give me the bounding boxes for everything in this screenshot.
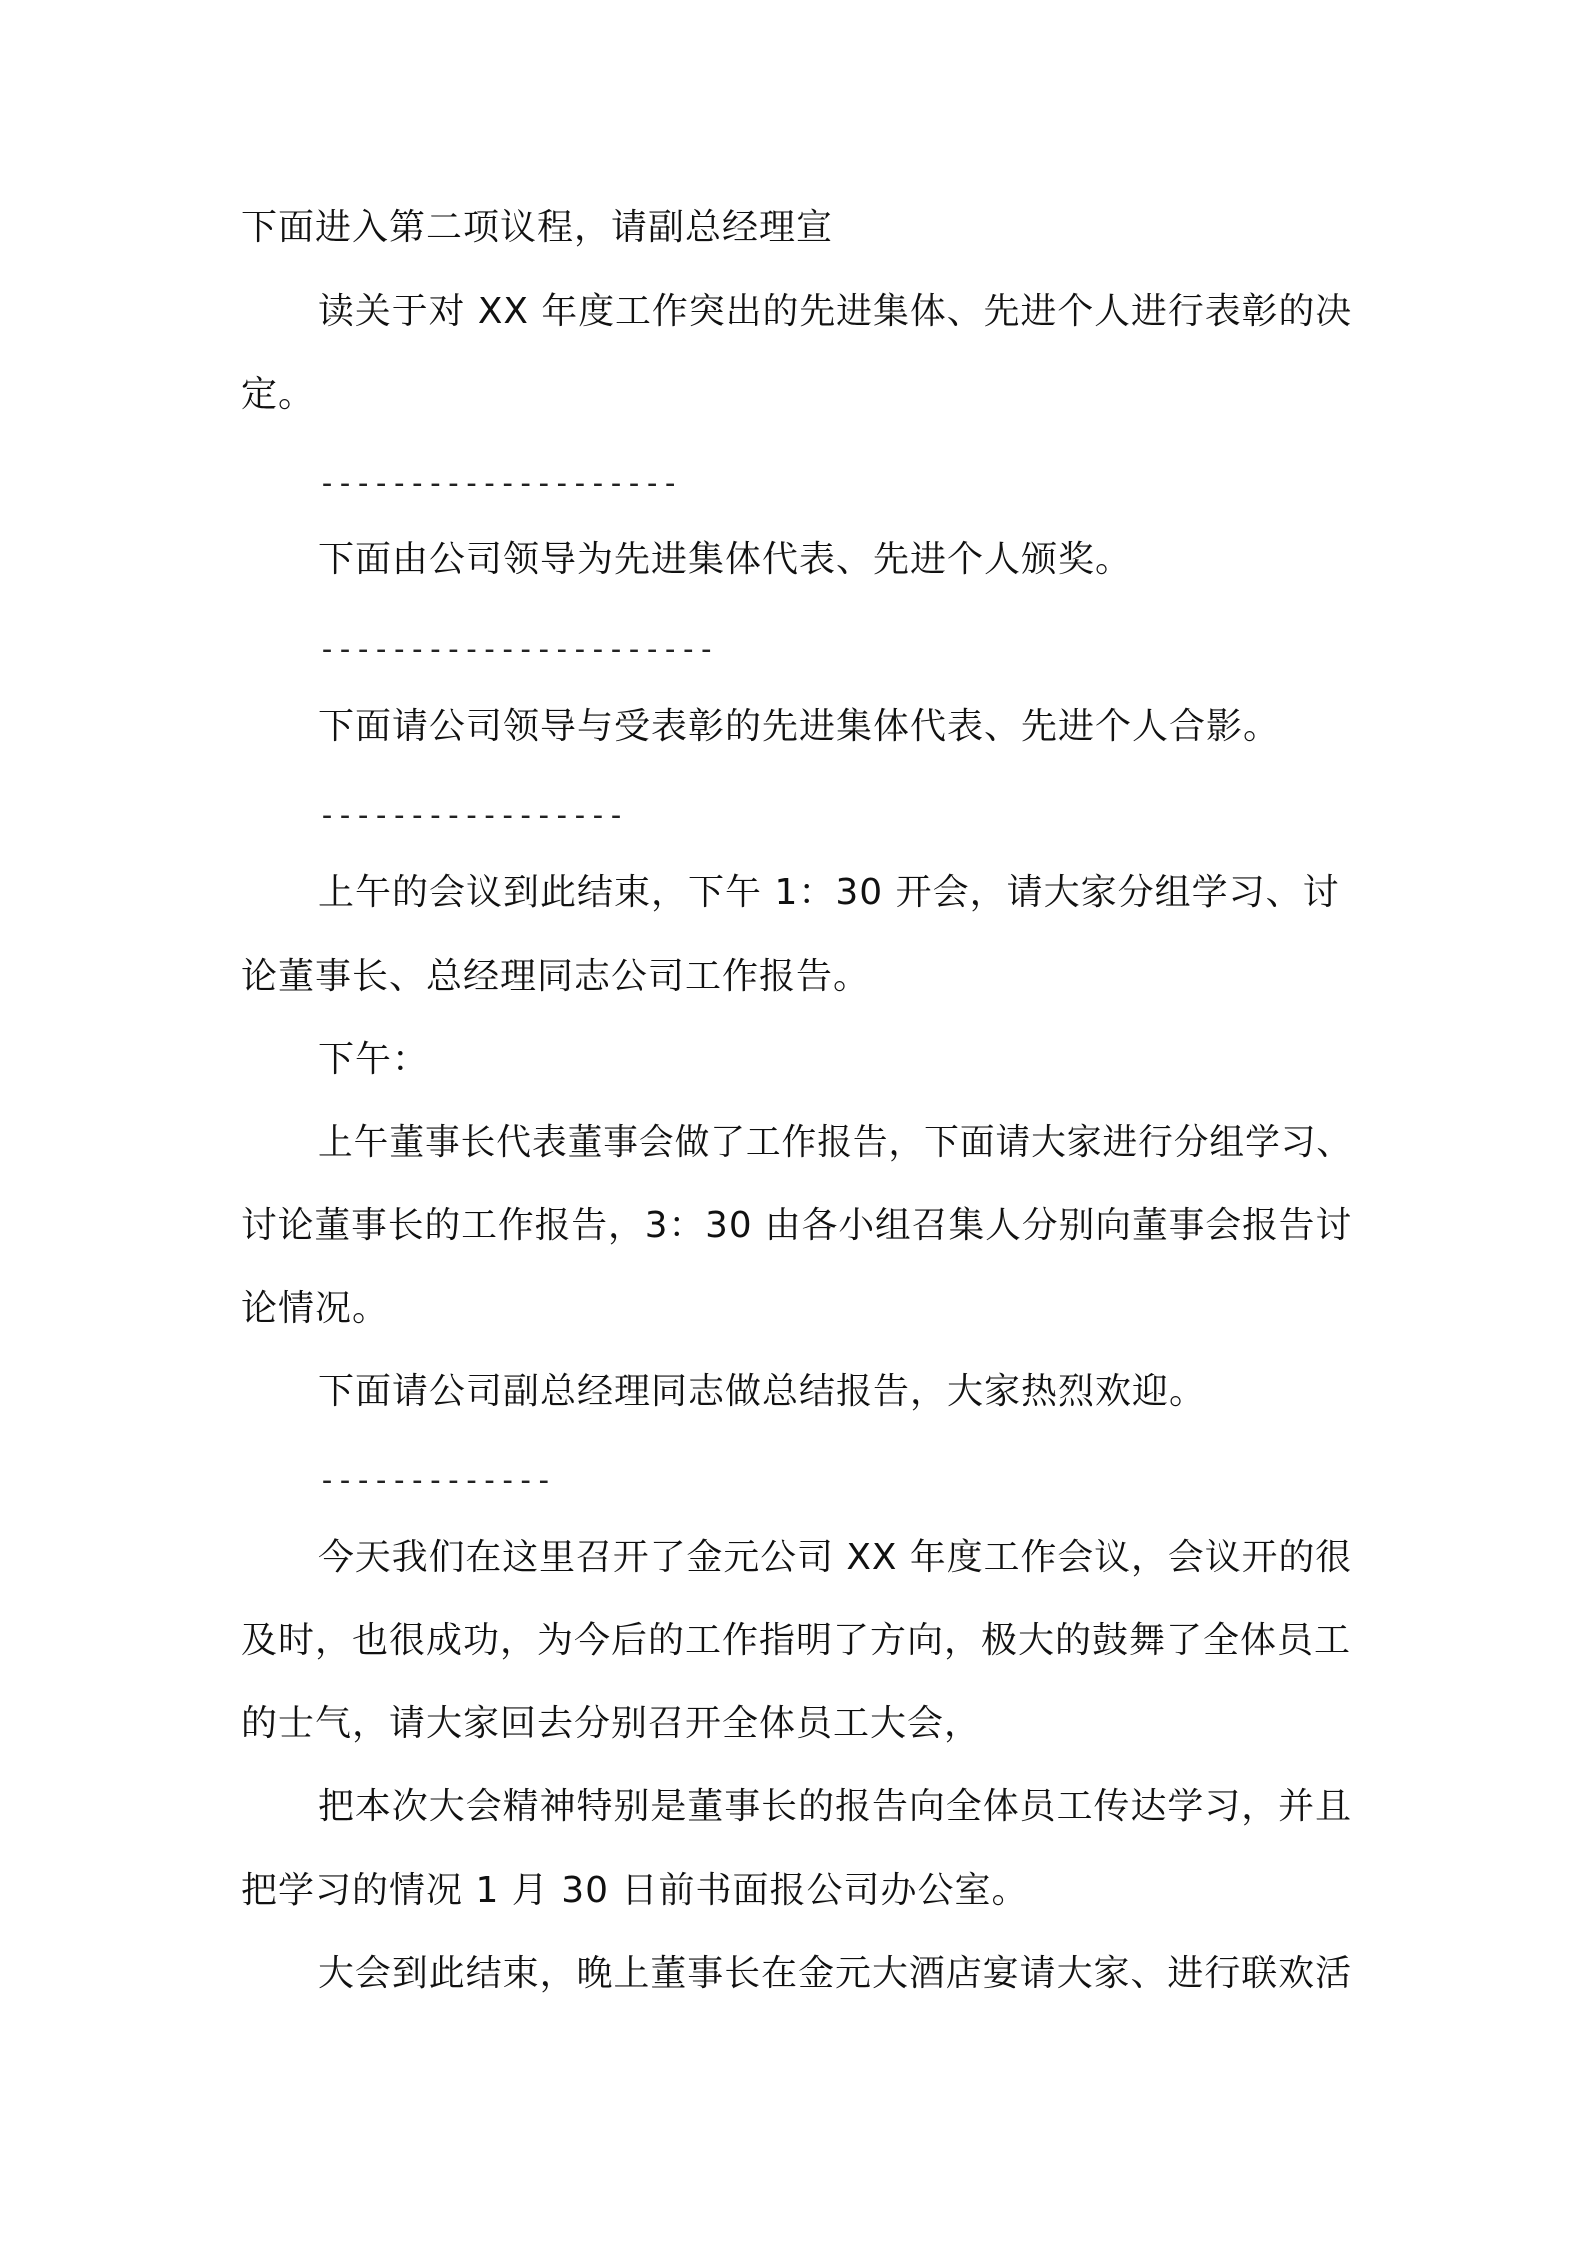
text-line-13: 今天我们在这里召开了金元公司 XX 年度工作会议，会议开的很 (318, 1537, 1353, 1578)
separator-3: ----------------- (318, 798, 626, 833)
text-line-5: 下面请公司领导与受表彰的先进集体代表、先进个人合影。 (318, 706, 1281, 747)
separator-1: -------------------- (318, 466, 680, 501)
text-line-3: 定。 (241, 374, 316, 415)
separator-2: ---------------------- (318, 632, 716, 667)
text-line-9: 上午董事长代表董事会做了工作报告，下面请大家进行分组学习、 (318, 1122, 1353, 1163)
text-line-14: 及时，也很成功，为今后的工作指明了方向，极大的鼓舞了全体员工 (241, 1620, 1352, 1661)
text-line-4: 下面由公司领导为先进集体代表、先进个人颁奖。 (318, 539, 1133, 580)
text-line-17: 把学习的情况 1 月 30 日前书面报公司办公室。 (241, 1870, 1029, 1911)
text-line-6: 上午的会议到此结束，下午 1：30 开会，请大家分组学习、讨 (318, 872, 1340, 913)
text-line-8: 下午： (318, 1039, 430, 1080)
separator-4: ------------- (318, 1463, 553, 1498)
text-line-16: 把本次大会精神特别是董事长的报告向全体员工传达学习，并且 (318, 1786, 1353, 1827)
text-line-11: 论情况。 (241, 1288, 390, 1329)
text-line-1: 下面进入第二项议程，请副总经理宣 (241, 207, 834, 248)
text-line-15: 的士气，请大家回去分别召开全体员工大会， (241, 1703, 982, 1744)
text-line-2: 读关于对 XX 年度工作突出的先进集体、先进个人进行表彰的决 (318, 291, 1353, 332)
text-line-10: 讨论董事长的工作报告，3：30 由各小组召集人分别向董事会报告讨 (241, 1205, 1353, 1246)
text-line-18: 大会到此结束，晚上董事长在金元大酒店宴请大家、进行联欢活 (318, 1953, 1353, 1994)
text-line-7: 论董事长、总经理同志公司工作报告。 (241, 956, 871, 997)
text-line-12: 下面请公司副总经理同志做总结报告，大家热烈欢迎。 (318, 1371, 1207, 1412)
